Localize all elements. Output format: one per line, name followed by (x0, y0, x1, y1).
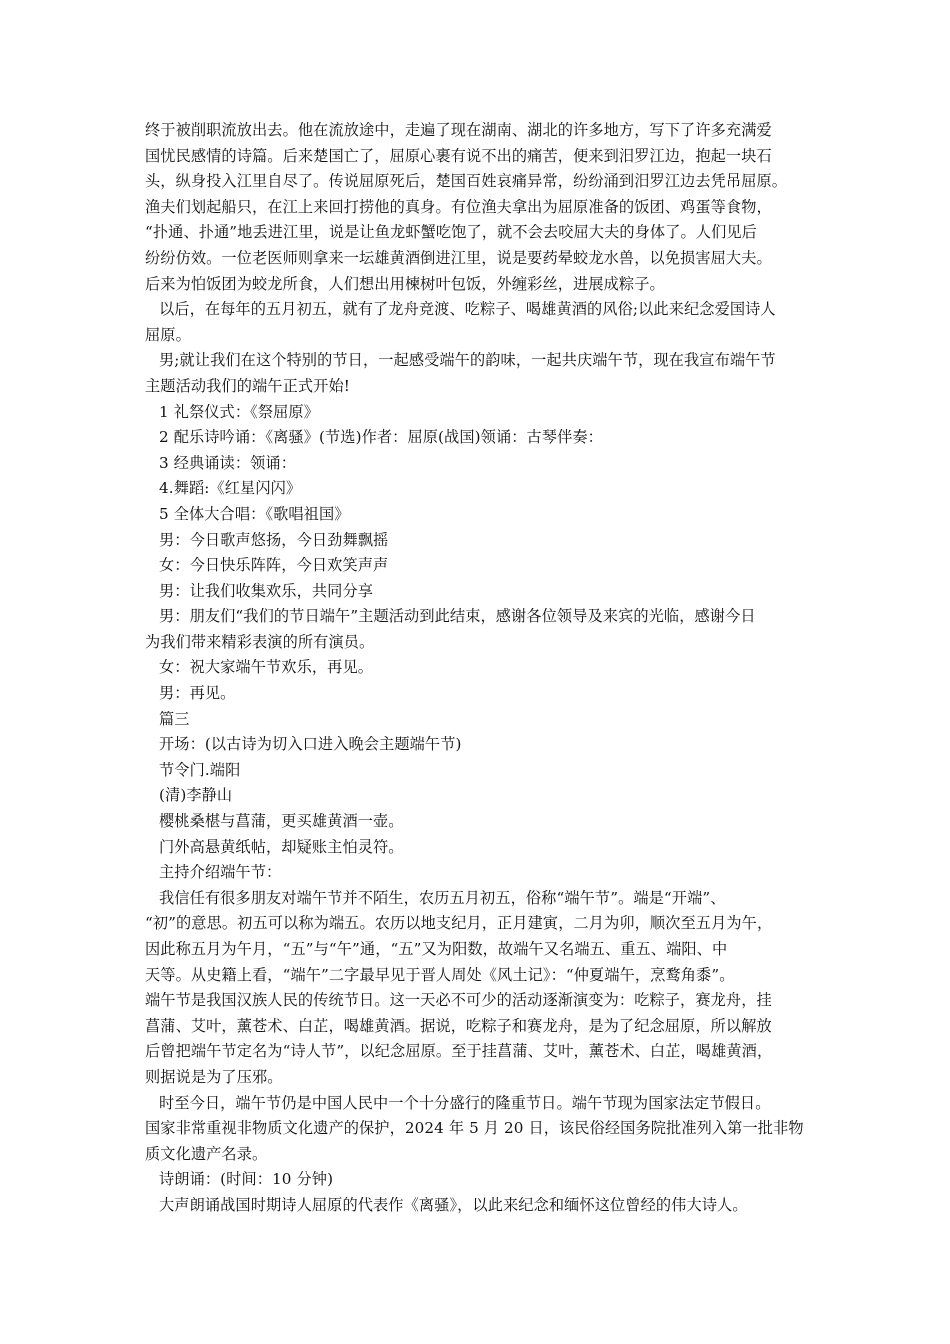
text-line: 4.舞蹈:《红星闪闪》 (159, 479, 302, 498)
text-line: 男：今日歌声悠扬，今日劲舞飘摇 (159, 530, 389, 549)
text-line: 以后，在每年的五月初五，就有了龙舟竞渡、吃粽子、喝雄黄酒的风俗;以此来纪念爱国诗人 (159, 300, 776, 319)
text-line: 节令门.端阳 (159, 760, 241, 779)
text-line: 后来为怕饭团为蛟龙所食，人们想出用楝树叶包饭，外缠彩丝，进展成粽子。 (145, 274, 665, 293)
text-line: 后曾把端午节定名为“诗人节”，以纪念屈原。至于挂菖蒲、艾叶，薰苍术、白芷，喝雄黄酒， (145, 1042, 773, 1061)
text-line: 大声朗诵战国时期诗人屈原的代表作《离骚》，以此来纪念和缅怀这位曾经的伟大诗人。 (159, 1195, 748, 1214)
text-line: 为我们带来精彩表演的所有演员。 (145, 632, 375, 651)
text-line: 诗朗诵：(时间：10 分钟) (159, 1170, 334, 1189)
text-line: 2 配乐诗吟诵：《离骚》(节选)作者：屈原(战国)领诵：古琴伴奏： (159, 428, 603, 447)
text-line: 头，纵身投入江里自尽了。传说屈原死后，楚国百姓哀痛异常，纷纷涌到汨罗江边去凭吊屈原。 (145, 172, 788, 191)
text-line: 纷纷仿效。一位老医师则拿来一坛雄黄酒倒进江里，说是要药晕蛟龙水兽，以免损害屈大夫。 (145, 248, 772, 267)
text-line: 门外高悬黄纸帖，却疑账主怕灵符。 (159, 837, 404, 856)
text-line: 屈原。 (145, 325, 191, 344)
text-line: 端午节是我国汉族人民的传统节日。这一天必不可少的活动逐渐演变为：吃粽子，赛龙舟，挂 (145, 991, 772, 1010)
text-line: “初”的意思。初五可以称为端五。农历以地支纪月，正月建寅，二月为卯，顺次至五月为午， (145, 914, 773, 933)
text-line: 主持介绍端午节： (159, 863, 282, 882)
text-line: 3 经典诵读：领诵： (159, 453, 296, 472)
text-line: (清)李静山 (159, 786, 233, 805)
text-line: 国忧民感情的诗篇。后来楚国亡了，屈原心裹有说不出的痛苦，便来到汨罗江边，抱起一块石 (145, 146, 772, 165)
text-line: 篇三 (159, 709, 190, 728)
text-line: “扑通、扑通”地丢进江里，说是让鱼龙虾蟹吃饱了，就不会去咬屈大夫的身体了。人们见后 (145, 223, 757, 242)
text-line: 女：今日快乐阵阵，今日欢笑声声 (159, 556, 389, 575)
text-line: 菖蒲、艾叶，薰苍术、白芷，喝雄黄酒。据说，吃粽子和赛龙舟，是为了纪念屈原，所以解放 (145, 1016, 772, 1035)
text-line: 时至今日，端午节仍是中国人民中一个十分盛行的隆重节日。端午节现为国家法定节假日。 (159, 1093, 771, 1112)
text-line: 因此称五月为午月，“五”与“午”通，“五”又为阳数，故端午又名端五、重五、端阳、中 (145, 940, 728, 958)
text-line: 渔夫们划起船只，在江上来回打捞他的真身。有位渔夫拿出为屈原准备的饭团、鸡蛋等食物， (145, 197, 772, 216)
text-line: 5 全体大合唱：《歌唱祖国》 (159, 504, 350, 523)
text-line: 男;就让我们在这个特别的节日，一起感受端午的韵味，一起共庆端午节，现在我宣布端午节 (159, 351, 776, 370)
text-line: 樱桃桑椹与菖蒲，更买雄黄酒一壶。 (159, 812, 404, 831)
document-body (145, 118, 809, 1219)
text-line: 天等。从史籍上看，“端午”二字最早见于晋人周处《风土记》：“仲夏端午，烹鹜角黍”。 (145, 965, 735, 984)
text-line: 我信任有很多朋友对端午节并不陌生，农历五月初五，俗称“端午节”。端是“开端”、 (159, 888, 726, 907)
text-line: 1 礼祭仪式：《祭屈原》 (159, 402, 319, 421)
text-line: 开场：(以古诗为切入口进入晚会主题端午节) (159, 735, 462, 754)
text-line: 主题活动我们的端午正式开始! (145, 376, 350, 395)
text-line: 则据说是为了压邪。 (145, 1067, 283, 1086)
text-line: 国家非常重视非物质文化遗产的保护，2024 年 5 月 20 日，该民俗经国务院批准列入第一批非物 (145, 1119, 804, 1138)
text-line: 终于被削职流放出去。他在流放途中，走遍了现在湖南、湖北的许多地方，写下了许多充满爱 (145, 121, 772, 139)
text-line: 男：朋友们“我们的节日端午”主题活动到此结束，感谢各位领导及来宾的光临，感谢今日 (159, 607, 756, 626)
text-line: 质文化遗产名录。 (145, 1144, 268, 1163)
text-line: 男：让我们收集欢乐，共同分享 (159, 581, 374, 600)
text-line: 男：再见。 (159, 684, 236, 703)
text-line: 女：祝大家端午节欢乐，再见。 (159, 658, 374, 677)
